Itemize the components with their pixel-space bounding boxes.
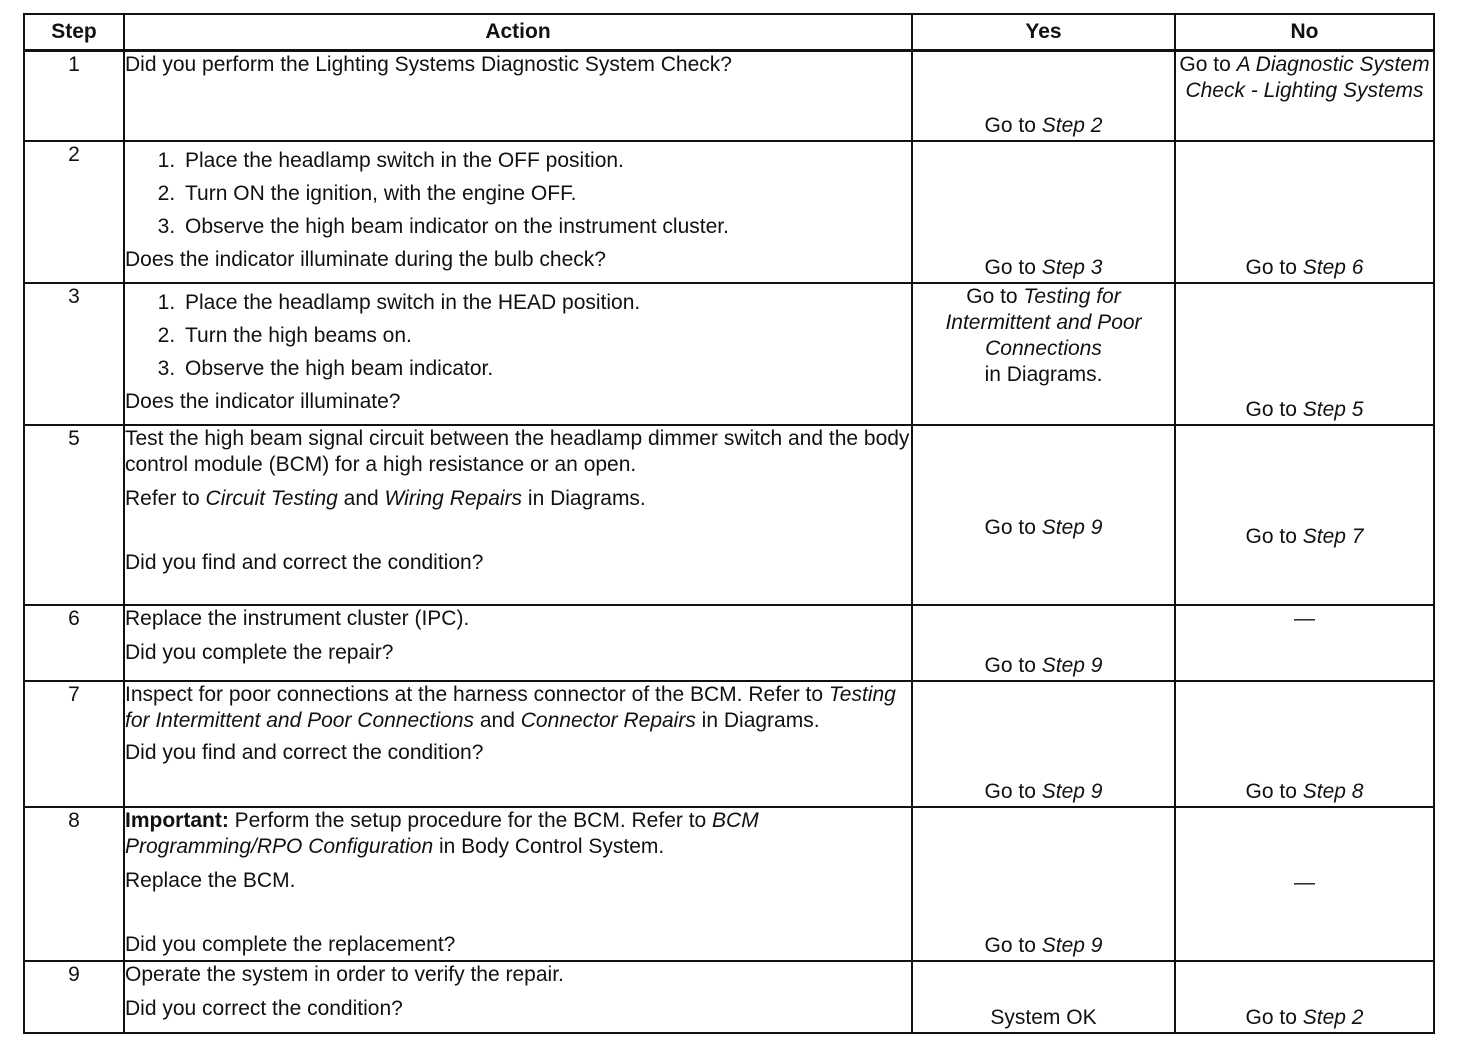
- instruction-list: [125, 290, 911, 383]
- yes-link: Testing for Intermittent and Poor Connections: [945, 284, 1142, 360]
- action-cell: [124, 807, 912, 961]
- yes-link: Step 9: [1041, 934, 1103, 958]
- yes-cell: [912, 283, 1175, 425]
- step-number: 7: [24, 681, 124, 807]
- no-cell: [1175, 681, 1434, 807]
- no-link: Step 2: [1302, 1006, 1364, 1030]
- yes-suffix: in Diagrams.: [984, 363, 1103, 387]
- action-cell: [124, 51, 912, 141]
- yes-cell: [912, 961, 1175, 1033]
- ref-link: Connector Repairs: [520, 708, 696, 732]
- yes-prefix: Go to: [984, 654, 1042, 678]
- no-cell: [1175, 605, 1434, 681]
- important-label: Important:: [125, 808, 229, 832]
- yes-plain: System OK: [990, 1006, 1097, 1030]
- ref-link: Wiring Repairs: [384, 487, 523, 510]
- important-text: Perform the setup procedure for the BCM. Refer to: [228, 808, 713, 832]
- ref-suffix: in Diagrams.: [522, 487, 646, 510]
- no-link: Step 7: [1302, 525, 1364, 549]
- question-text: Did you perform the Lighting Systems Diagnostic System Check?: [125, 53, 732, 76]
- no-prefix: Go to: [1245, 525, 1303, 549]
- ref-link: Circuit Testing: [205, 487, 338, 510]
- yes-link: Step 9: [1041, 654, 1103, 678]
- action-cell: [124, 605, 912, 681]
- diagnostic-table: [23, 13, 1435, 1034]
- header-step: Step: [24, 14, 124, 51]
- instruction-item: 1. Place the headlamp switch in the OFF position.: [181, 148, 911, 174]
- action-cell: [124, 283, 912, 425]
- no-cell: [1175, 961, 1434, 1033]
- no-link: Step 6: [1302, 256, 1364, 280]
- no-prefix: Go to: [1179, 53, 1237, 76]
- step-number: 9: [24, 961, 124, 1033]
- yes-prefix: Go to: [984, 934, 1042, 958]
- instruction-item: 2. Turn ON the ignition, with the engine OFF.: [181, 181, 911, 207]
- table-row: [24, 807, 1434, 961]
- yes-link: Step 3: [1041, 256, 1103, 280]
- table-row: [24, 51, 1434, 141]
- no-cell: [1175, 283, 1434, 425]
- action-cell: [124, 425, 912, 605]
- no-dash: —: [1294, 606, 1315, 630]
- no-prefix: Go to: [1245, 1006, 1303, 1030]
- action-cell: [124, 141, 912, 283]
- step-number: 1: [24, 51, 124, 141]
- yes-link: Step 9: [1041, 516, 1103, 540]
- action-text: [125, 682, 911, 735]
- ref-conj: and: [337, 487, 385, 510]
- yes-prefix: Go to: [984, 780, 1042, 804]
- question-text: Did you complete the replacement?: [125, 933, 456, 957]
- question-text: Did you find and correct the condition?: [125, 741, 484, 764]
- action-line: Inspect for poor connections at the harness connector of the BCM.: [125, 682, 743, 706]
- header-action: Action: [124, 14, 912, 51]
- table-row: [24, 425, 1434, 605]
- yes-prefix: Go to: [984, 516, 1042, 540]
- instruction-item: 3. Observe the high beam indicator.: [181, 356, 911, 382]
- yes-cell: [912, 681, 1175, 807]
- no-link: Step 8: [1302, 780, 1364, 804]
- yes-cell: [912, 807, 1175, 961]
- yes-cell: [912, 141, 1175, 283]
- reference-text: [125, 486, 911, 512]
- step-number: 5: [24, 425, 124, 605]
- action-text: Test the high beam signal circuit between the headlamp dimmer switch and the body control module (BCM) for a high resistance or an open.: [125, 426, 910, 476]
- question-text: Did you complete the repair?: [125, 640, 394, 664]
- question-text: Does the indicator illuminate during the bulb check?: [125, 248, 606, 272]
- action-cell: [124, 681, 912, 807]
- header-row: [24, 14, 1434, 51]
- yes-prefix: Go to: [966, 284, 1024, 308]
- no-cell: [1175, 425, 1434, 605]
- no-cell: [1175, 807, 1434, 961]
- yes-cell: [912, 51, 1175, 141]
- instruction-item: 2. Turn the high beams on.: [181, 323, 911, 349]
- header-no: No: [1175, 14, 1434, 51]
- table-row: [24, 681, 1434, 807]
- table-row: [24, 141, 1434, 283]
- instruction-list: [125, 148, 911, 241]
- yes-link: Step 9: [1041, 780, 1103, 804]
- step-number: 2: [24, 141, 124, 283]
- yes-link: Step 2: [1041, 114, 1103, 138]
- table-row: [24, 605, 1434, 681]
- important-note: [125, 808, 911, 861]
- action-text: Replace the BCM.: [125, 869, 296, 892]
- question-text: Did you correct the condition?: [125, 996, 403, 1020]
- no-cell: [1175, 51, 1434, 141]
- table-row: [24, 283, 1434, 425]
- ref-prefix: Refer to: [748, 682, 829, 706]
- yes-cell: [912, 425, 1175, 605]
- no-cell: [1175, 141, 1434, 283]
- ref-conj: and: [474, 708, 521, 732]
- no-dash: —: [1294, 871, 1315, 895]
- ref-prefix: Refer to: [125, 487, 206, 510]
- no-link: Step 5: [1302, 398, 1364, 422]
- yes-cell: [912, 605, 1175, 681]
- action-cell: [124, 961, 912, 1033]
- important-link: BCM Programming/RPO Configuration: [125, 808, 759, 858]
- yes-prefix: Go to: [984, 114, 1042, 138]
- step-number: 6: [24, 605, 124, 681]
- no-prefix: Go to: [1245, 398, 1303, 422]
- instruction-item: 3. Observe the high beam indicator on the instrument cluster.: [181, 214, 911, 240]
- action-text: Operate the system in order to verify the repair.: [125, 962, 564, 986]
- question-text: Does the indicator illuminate?: [125, 390, 401, 414]
- question-text: Did you find and correct the condition?: [125, 551, 484, 575]
- action-text: Replace the instrument cluster (IPC).: [125, 606, 470, 630]
- instruction-item: 1. Place the headlamp switch in the HEAD position.: [181, 290, 911, 316]
- step-number: 3: [24, 283, 124, 425]
- no-link: A Diagnostic System Check - Lighting Systems: [1185, 53, 1430, 103]
- ref-suffix: in Diagrams.: [695, 708, 820, 732]
- important-suffix: in Body Control System.: [433, 834, 665, 858]
- no-prefix: Go to: [1245, 256, 1303, 280]
- yes-prefix: Go to: [984, 256, 1042, 280]
- table-row: [24, 961, 1434, 1033]
- no-prefix: Go to: [1245, 780, 1303, 804]
- ref-link: Testing for Intermittent and Poor Connections: [125, 682, 896, 732]
- step-number: 8: [24, 807, 124, 961]
- header-yes: Yes: [912, 14, 1175, 51]
